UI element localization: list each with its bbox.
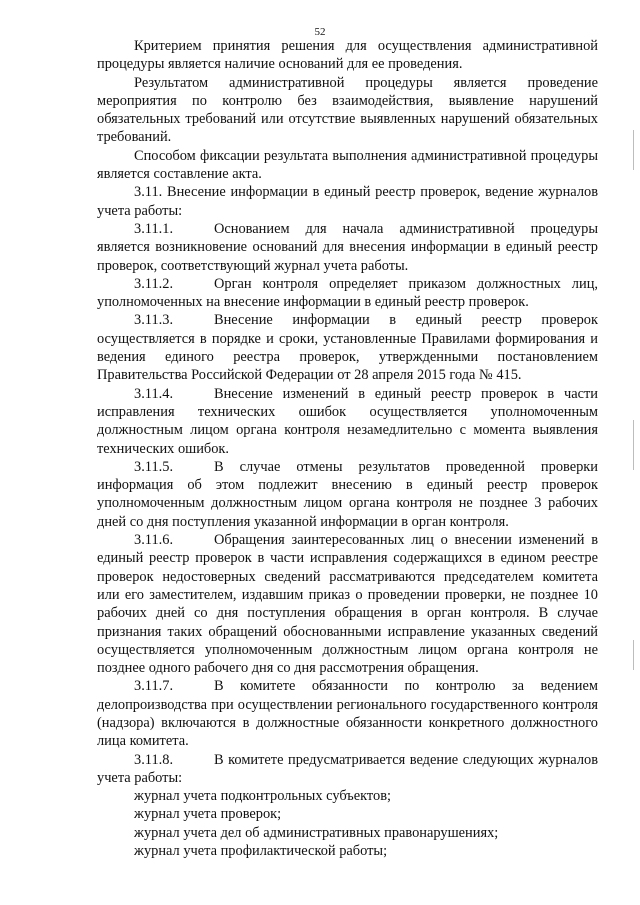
clause-number: 3.11.1. xyxy=(134,220,174,237)
paragraph-criterion: Критерием принятия решения для осуществления административной процедуры является наличие оснований для ее проведения. xyxy=(97,38,598,73)
clause-text: В случае отмены результатов проведенной проверки информация об этом подлежит внесению в единый реестр проверок уполномоченным должностным лицом органа контроля не позднее 3 рабочих дней со дня поступления указанной информации в орган контроля. xyxy=(97,458,598,530)
clause-number: 3.11.2. xyxy=(134,275,174,292)
journal-list-item: журнал учета дел об административных правонарушениях; xyxy=(134,824,499,841)
clause-3-11-3 xyxy=(97,311,598,384)
page-body xyxy=(97,37,598,860)
clause-number: 3.11.5. xyxy=(134,458,174,475)
clause-3-11-7 xyxy=(97,677,598,750)
clause-text: Обращения заинтересованных лиц о внесении изменений в единый реестр проверок в части исправления содержащихся в едином реестре проверок недостоверных сведений рассматриваются председателем комитета или его заместителем, издавшим приказ о проведении проверки, не позднее 10 рабочих дней со дня поступления обращения в орган контроля. В случае признания таких обращений обоснованными исправление указанных сведений осуществляется уполномоченным должностным лицом органа контроля не позднее одного рабочего дня со дня рассмотрения обращения. xyxy=(97,532,598,677)
scan-edge-mark xyxy=(633,640,634,670)
clause-3-11-1 xyxy=(97,220,598,275)
clause-number: 3.11.7. xyxy=(134,678,174,695)
paragraph-fixation-method: Способом фиксации результата выполнения административной процедуры является составление акта. xyxy=(97,147,598,183)
journal-list-item: журнал учета проверок; xyxy=(134,806,282,823)
clause-3-11-6 xyxy=(97,531,598,677)
journal-list-item: журнал учета подконтрольных субъектов; xyxy=(134,788,392,805)
paragraph-result: Результатом административной процедуры является проведение мероприятия по контролю без взаимодействия, выявление нарушений обязательных требований или отсутствие выявленных нарушений обязательных требований. xyxy=(97,74,598,146)
clause-text: Внесение изменений в единый реестр проверок в части исправления технических ошибок осуществляется уполномоченным должностным лицом органа контроля незамедлительно с момента выявления технических ошибок. xyxy=(97,385,598,457)
journal-list-item: журнал учета профилактической работы; xyxy=(134,843,388,860)
scan-edge-mark xyxy=(633,130,634,170)
clause-number: 3.11.4. xyxy=(134,385,174,402)
clause-text: Внесение информации в единый реестр проверок осуществляется в порядке и сроки, установленные Правилами формирования и ведения единого реестра проверок, утвержденными постановлением Правительства Российской Федерации от 28 апреля 2015 года № 415. xyxy=(97,312,598,384)
page-number: 52 xyxy=(314,26,326,38)
clause-text: В комитете предусматривается ведение следующих журналов учета работы: xyxy=(97,751,598,786)
clause-3-11-8 xyxy=(97,751,598,788)
section-heading-3-11: 3.11. Внесение информации в единый реестр проверок, ведение журналов учета работы: xyxy=(97,184,598,219)
clause-number: 3.11.3. xyxy=(134,312,174,329)
clause-text: Орган контроля определяет приказом должностных лиц, уполномоченных на внесение информации в единый реестр проверок. xyxy=(97,275,598,311)
clause-3-11-4 xyxy=(97,385,598,458)
clause-3-11-5 xyxy=(97,458,598,531)
clause-text: В комитете обязанности по контролю за ведением делопроизводства при осуществлении регионального государственного контроля (надзора) включаются в должностные обязанности конкретного должностного лица комитета. xyxy=(97,678,598,750)
clause-number: 3.11.8. xyxy=(134,751,174,768)
clause-text: Основанием для начала административной процедуры является возникновение оснований для внесения информации в единый реестр проверок, соответствующий журнал учета работы. xyxy=(97,220,598,274)
clause-number: 3.11.6. xyxy=(134,532,174,549)
clause-3-11-2 xyxy=(97,275,598,312)
scan-edge-mark xyxy=(633,420,634,470)
